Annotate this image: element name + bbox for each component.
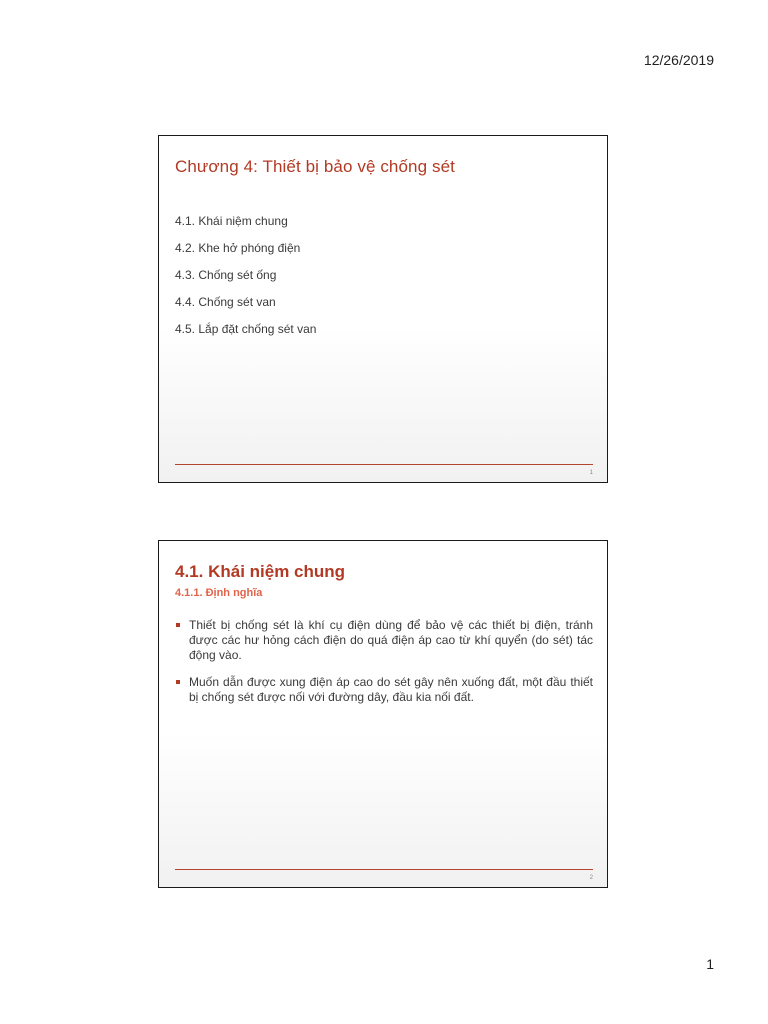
toc-item: 4.1. Khái niệm chung	[175, 214, 288, 228]
slide-number: 1	[589, 470, 593, 476]
slide-number: 2	[589, 875, 593, 881]
bullet-list	[175, 618, 593, 717]
toc-item: 4.5. Lắp đặt chống sét van	[175, 322, 317, 336]
bullet-item	[175, 675, 593, 705]
toc-item: 4.2. Khe hở phóng điện	[175, 241, 301, 255]
slide-title: Chương 4: Thiết bị bảo vệ chống sét	[175, 157, 455, 176]
slide-1	[158, 135, 608, 483]
slide-title: 4.1. Khái niệm chung	[175, 562, 346, 581]
slide-2	[158, 540, 608, 888]
bullet-text: Muốn dẫn được xung điện áp cao do sét gây nên xuống đất, một đầu thiết bị chống sét được nối với đường dây, đầu kia nối đất.	[189, 675, 593, 704]
footer-divider	[175, 464, 593, 465]
slide-subtitle: 4.1.1. Định nghĩa	[175, 587, 263, 599]
table-of-contents	[175, 215, 316, 350]
page-date: 12/26/2019	[643, 52, 714, 68]
square-bullet-icon	[176, 623, 180, 627]
page-number: 1	[706, 956, 714, 972]
bullet-text: Thiết bị chống sét là khí cụ điện dùng để bảo vệ các thiết bị điện, tránh được các hư hỏng cách điện do quá điện áp cao từ khí quyển (do sét) tác động vào.	[189, 618, 593, 662]
bullet-item	[175, 618, 593, 663]
footer-divider	[175, 869, 593, 870]
toc-item: 4.4. Chống sét van	[175, 295, 276, 309]
square-bullet-icon	[176, 680, 180, 684]
toc-item: 4.3. Chống sét ống	[175, 268, 277, 282]
